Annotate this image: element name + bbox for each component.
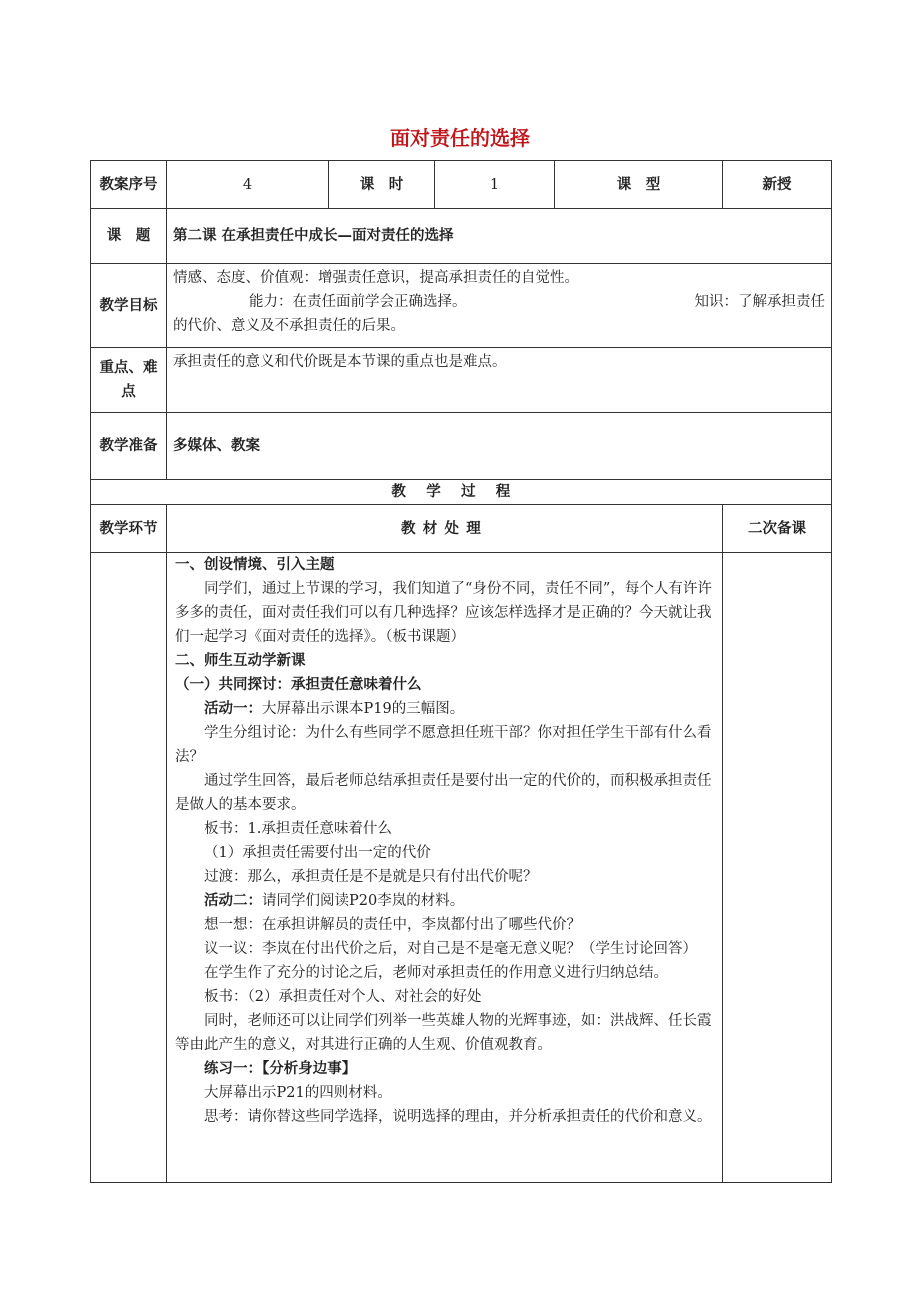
content-paragraph [175, 1057, 714, 1081]
paragraph-text: 通过学生回答，最后老师总结承担责任是要付出一定的代价的，而积极承担责任是做人的基本要求。 [175, 773, 712, 813]
paragraph-text: 板书：1.承担责任意味着什么 [204, 821, 392, 837]
stage-column-header: 教学环节 [91, 505, 167, 553]
content-paragraph [175, 985, 714, 1009]
goals-row [91, 264, 832, 348]
info-row [91, 161, 832, 209]
content-row [91, 553, 832, 1183]
topic-value: 第二课 在承担责任中成长—面对责任的选择 [167, 209, 832, 264]
paragraph-text: 想一想：在承担讲解员的责任中，李岚都付出了哪些代价？ [204, 917, 581, 933]
goals-line-ability: 能力：在责任面前学会正确选择。 [249, 294, 467, 310]
content-paragraph [175, 673, 714, 697]
paragraph-text: 请同学们阅读P20李岚的材料。 [262, 893, 465, 909]
goals-text [173, 266, 825, 338]
prep-row [91, 413, 832, 480]
goals-line-knowledge-cont: 的代价、意义及不承担责任的后果。 [173, 318, 405, 334]
hours-value: 1 [435, 161, 555, 209]
content-paragraph [175, 721, 714, 769]
paragraph-text: 二、师生互动学新课 [175, 653, 306, 669]
notes-cell [723, 553, 832, 1183]
plan-no-label: 教案序号 [91, 161, 167, 209]
topic-row [91, 209, 832, 264]
content-paragraph [175, 937, 714, 961]
process-header: 教学过程 [91, 480, 832, 505]
activity-lead: 活动一： [204, 701, 262, 717]
type-value: 新授 [723, 161, 832, 209]
content-paragraph [175, 553, 714, 577]
process-header-row [91, 480, 832, 505]
key-points-label: 重点、难点 [91, 348, 167, 413]
paragraph-text: 议一议：李岚在付出代价之后，对自己是不是毫无意义呢？（学生讨论回答） [204, 941, 697, 957]
goals-label: 教学目标 [91, 264, 167, 348]
content-paragraph [175, 1009, 714, 1057]
paragraph-text: 大屏幕出示课本P19的三幅图。 [262, 701, 465, 717]
paragraph-text: （一）共同探讨：承担责任意味着什么 [175, 677, 422, 693]
content-cell [167, 553, 723, 1183]
material-column-header: 教材处理 [167, 505, 723, 553]
paragraph-text: 大屏幕出示P21的四则材料。 [204, 1085, 392, 1101]
paragraph-text: （1）承担责任需要付出一定的代价 [204, 845, 431, 861]
hours-label: 课 时 [329, 161, 435, 209]
activity-lead: 活动二： [204, 893, 262, 909]
content-paragraph [175, 1105, 714, 1129]
columns-row [91, 505, 832, 553]
content-paragraph [175, 841, 714, 865]
key-points-row [91, 348, 832, 413]
content-paragraph [175, 649, 714, 673]
paragraph-text: 在学生作了充分的讨论之后，老师对承担责任的作用意义进行归纳总结。 [204, 965, 668, 981]
paragraph-text: 板书：（2）承担责任对个人、对社会的好处 [204, 989, 482, 1005]
paragraph-text: 同学们，通过上节课的学习，我们知道了“身份不同，责任不同”，每个人有许许多多的责任，面对责任我们可以有几种选择？应该怎样选择才是正确的？今天就让我们一起学习《面对责任的选择》。（板书课题） [175, 581, 712, 645]
paragraph-text: 同时，老师还可以让同学们列举一些英雄人物的光辉事迹，如：洪战辉、任长霞等由此产生的意义，对其进行正确的人生观、价值观教育。 [175, 1013, 712, 1053]
goals-line-knowledge: 知识：了解承担责任 [694, 294, 825, 310]
content-paragraph [175, 697, 714, 721]
prep-label: 教学准备 [91, 413, 167, 480]
page-title: 面对责任的选择 [390, 126, 530, 150]
content-paragraph [175, 769, 714, 817]
notes-column-header: 二次备课 [723, 505, 832, 553]
type-label: 课 型 [555, 161, 723, 209]
goals-line-emotion: 情感、态度、价值观：增强责任意识，提高承担责任的自觉性。 [173, 270, 579, 286]
paragraph-text: 思考：请你替这些同学选择，说明选择的理由，并分析承担责任的代价和意义。 [204, 1109, 712, 1125]
paragraph-text: 过渡：那么，承担责任是不是就是只有付出代价呢？ [204, 869, 538, 885]
content-paragraph [175, 1081, 714, 1105]
content-paragraph [175, 889, 714, 913]
activity-lead: 练习一：【分析身边事】 [204, 1061, 357, 1077]
paragraph-text: 一、创设情境、引入主题 [175, 557, 335, 573]
prep-value: 多媒体、教案 [167, 413, 832, 480]
content-paragraph [175, 961, 714, 985]
paragraph-text: 学生分组讨论：为什么有些同学不愿意担任班干部？你对担任学生干部有什么看法？ [175, 725, 712, 765]
topic-label: 课 题 [91, 209, 167, 264]
content-paragraph [175, 817, 714, 841]
content-paragraph [175, 865, 714, 889]
content-paragraph [175, 577, 714, 649]
content-paragraph [175, 913, 714, 937]
plan-no-value: 4 [167, 161, 329, 209]
stage-cell [91, 553, 167, 1183]
lesson-plan-table [90, 160, 832, 1183]
key-points-value: 承担责任的意义和代价既是本节课的重点也是难点。 [167, 348, 832, 413]
